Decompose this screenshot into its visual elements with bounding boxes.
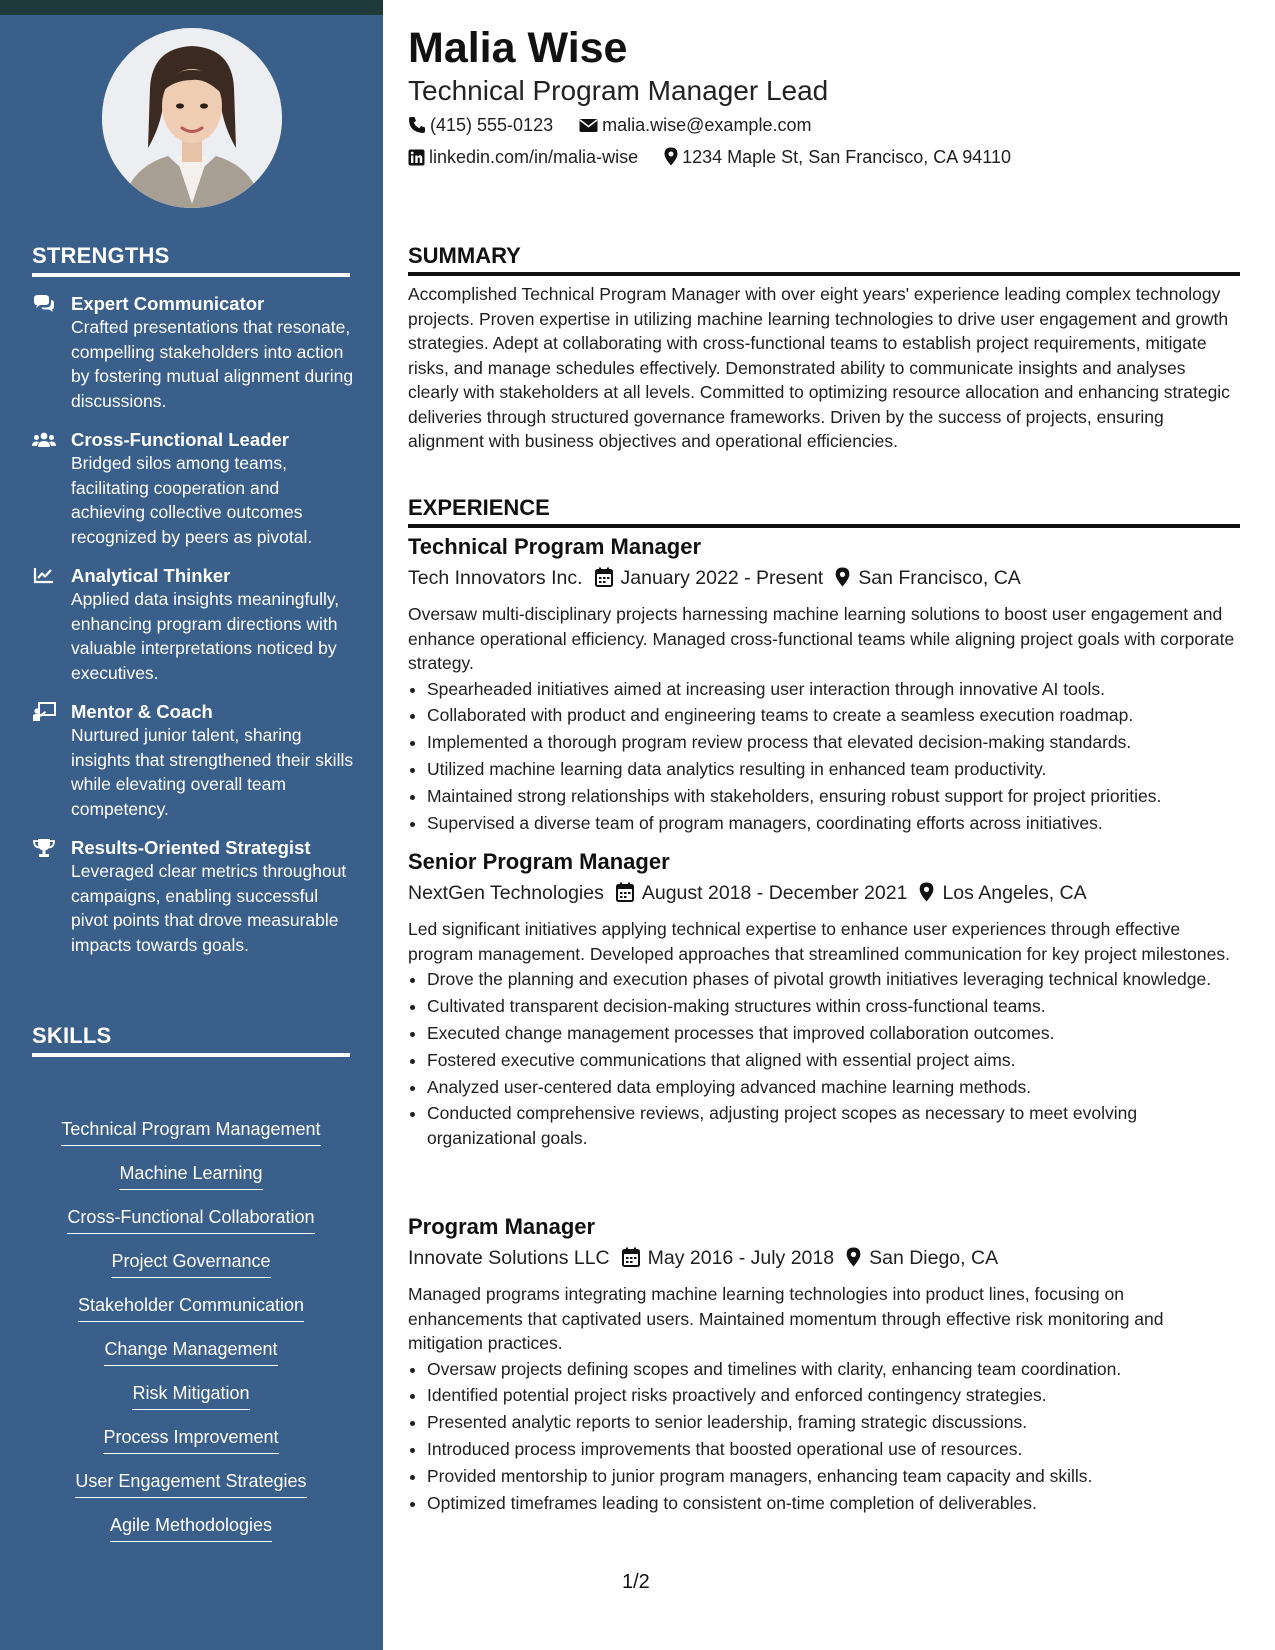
users-icon [32,430,56,450]
job-bullet: • Utilized machine learning data analytics resulting in enhanced team productivity. [427,757,1240,782]
map-pin-icon [835,567,850,595]
calendar-icon [616,882,634,910]
job-bullet: • Presented analytic reports to senior leadership, framing strategic discussions. [427,1410,1240,1435]
skill-tag: Cross-Functional Collaboration [67,1205,314,1234]
skill-tag: Machine Learning [119,1161,262,1190]
job-bullet: • Identified potential project risks proactively and enforced contingency strategies. [427,1383,1240,1408]
job-dates: May 2016 - July 2018 [647,1247,835,1269]
map-pin-icon [664,147,678,172]
job-meta [408,879,1240,910]
job-dates: August 2018 - December 2021 [641,882,908,904]
skills-heading: SKILLS [32,1023,350,1057]
candidate-name: Malia Wise [408,24,628,72]
job-description: Managed programs integrating machine learning technologies into product lines, focusing on enhancements that captivated users. Maintained momentum through effective risk monitoring and mitigation practices. [408,1284,1164,1353]
chart-line-icon [32,566,56,586]
job-bullet: • Collaborated with product and engineering teams to create a seamless execution roadmap. [427,703,1240,728]
job-bullet: • Optimized timeframes leading to consistent on-time completion of deliverables. [427,1491,1240,1516]
skill-tag: Risk Mitigation [132,1381,249,1410]
company-name: Tech Innovators Inc. [408,567,583,589]
experience-heading: EXPERIENCE [408,494,1240,528]
job-bullet: • Spearheaded initiatives aimed at increasing user interaction through innovative AI tools. [427,677,1240,702]
job-location: San Francisco, CA [858,567,1021,589]
top-accent-bar [0,0,383,15]
strength-description: Nurtured junior talent, sharing insights that strengthened their skills while elevating overall team competency. [71,725,354,819]
strengths-list [32,292,357,972]
job-meta [408,1244,1240,1275]
job-location: San Diego, CA [869,1247,999,1269]
job-bullet: • Oversaw projects defining scopes and timelines with clarity, enhancing team coordination. [427,1357,1240,1382]
strength-item [32,836,357,957]
envelope-icon [579,116,598,140]
profile-photo [102,28,282,208]
job-bullet: • Provided mentorship to junior program managers, enhancing team capacity and skills. [427,1464,1240,1489]
strength-title: Cross-Functional Leader [71,429,289,450]
skill-tag: Process Improvement [103,1425,278,1454]
job-bullet: • Supervised a diverse team of program managers, coordinating efforts across initiatives. [427,811,1240,836]
strength-item [32,564,357,685]
job-description: Led significant initiatives applying technical expertise to enhance user experiences through effective program management. Developed approaches that streamlined communication for key project milestones. [408,919,1230,964]
job-title: Program Manager [408,1214,596,1239]
job-bullets [408,1357,1240,1516]
job-title: Senior Program Manager [408,849,670,874]
company-name: Innovate Solutions LLC [408,1247,610,1269]
job-bullets [408,967,1240,1150]
linkedin-link[interactable]: linkedin.com/in/malia-wise [429,147,639,167]
skill-tag: Stakeholder Communication [78,1293,304,1322]
strength-title: Mentor & Coach [71,701,213,722]
job-description: Oversaw multi-disciplinary projects harnessing machine learning solutions to boost user engagement and enhance operational efficiency. Managed cross-functional teams while aligning project goals with corporate strategy. [408,604,1235,673]
job-entry [408,1213,1240,1518]
job-entry [408,848,1240,1153]
skill-tag: Agile Methodologies [110,1513,272,1542]
strength-description: Bridged silos among teams, facilitating cooperation and achieving collective outcomes recognized by peers as pivotal. [71,453,313,547]
job-bullet: • Executed change management processes that improved collaboration outcomes. [427,1021,1240,1046]
strength-description: Leveraged clear metrics throughout campaigns, enabling successful pivot points that drove measurable impacts towards goals. [71,861,347,955]
email-link[interactable]: malia.wise@example.com [602,115,812,135]
strength-title: Analytical Thinker [71,565,231,586]
contact-line-2 [408,145,1011,172]
summary-heading: SUMMARY [408,242,1240,276]
calendar-icon [622,1247,640,1275]
company-name: NextGen Technologies [408,882,604,904]
skills-list [32,1117,350,1557]
job-location: Los Angeles, CA [942,882,1087,904]
strength-title: Results-Oriented Strategist [71,837,311,858]
calendar-icon [595,567,613,595]
job-bullet: • Cultivated transparent decision-making structures within cross-functional teams. [427,994,1240,1019]
strength-description: Applied data insights meaningfully, enhancing program directions with valuable interpretations noticed by executives. [71,589,340,683]
contact-line-1 [408,113,811,140]
trophy-icon [32,838,56,858]
strength-item [32,428,357,549]
address-text: 1234 Maple St, San Francisco, CA 94110 [682,147,1011,167]
map-pin-icon [846,1247,861,1275]
job-bullet: • Drove the planning and execution phases of pivotal growth initiatives leveraging technical knowledge. [427,967,1240,992]
teacher-icon [32,702,56,722]
job-dates: January 2022 - Present [620,567,824,589]
job-bullet: • Fostered executive communications that aligned with essential project aims. [427,1048,1240,1073]
sidebar [0,15,383,1650]
candidate-title: Technical Program Manager Lead [408,75,829,106]
summary-text: Accomplished Technical Program Manager with over eight years' experience leading complex technology projects. Proven expertise in utilizing machine learning technologies to drive user engagement and growth strategies. Adept at collaborating with cross-functional teams to establish project requirements, mitigate risks, and manage schedules effectively. Demonstrated ability to communicate insights and analyses clearly with stakeholders at all levels. Committed to optimizing resource allocation and enhancing strategic deliveries through structured governance frameworks. Driven by the success of projects, ensuring alignment with business objectives and operational efficiencies. [408,284,1230,451]
job-bullet: • Conducted comprehensive reviews, adjusting project scopes as necessary to meet evolving organizational goals. [427,1101,1240,1150]
job-bullet: • Maintained strong relationships with stakeholders, ensuring robust support for project priorities. [427,784,1240,809]
page-number: 1/2 [622,1571,650,1593]
job-meta [408,564,1240,595]
job-bullet: • Analyzed user-centered data employing advanced machine learning methods. [427,1075,1240,1100]
phone-number[interactable]: (415) 555-0123 [430,115,554,135]
strength-item [32,700,357,821]
skill-tag: User Engagement Strategies [75,1469,306,1498]
strength-title: Expert Communicator [71,293,265,314]
job-entry [408,533,1240,838]
strengths-heading: STRENGTHS [32,243,350,277]
strength-description: Crafted presentations that resonate, compelling stakeholders into action by fostering mutual alignment during discussions. [71,317,354,411]
job-bullet: • Implemented a thorough program review process that elevated decision-making standards. [427,730,1240,755]
job-title: Technical Program Manager [408,534,702,559]
job-bullets [408,677,1240,836]
skill-tag: Change Management [104,1337,277,1366]
skill-tag: Technical Program Management [61,1117,320,1146]
phone-icon [408,116,426,140]
map-pin-icon [919,882,934,910]
skill-tag: Project Governance [111,1249,270,1278]
linkedin-icon [408,148,425,172]
comments-icon [32,294,56,314]
job-bullet: • Introduced process improvements that boosted operational use of resources. [427,1437,1240,1462]
strength-item [32,292,357,413]
